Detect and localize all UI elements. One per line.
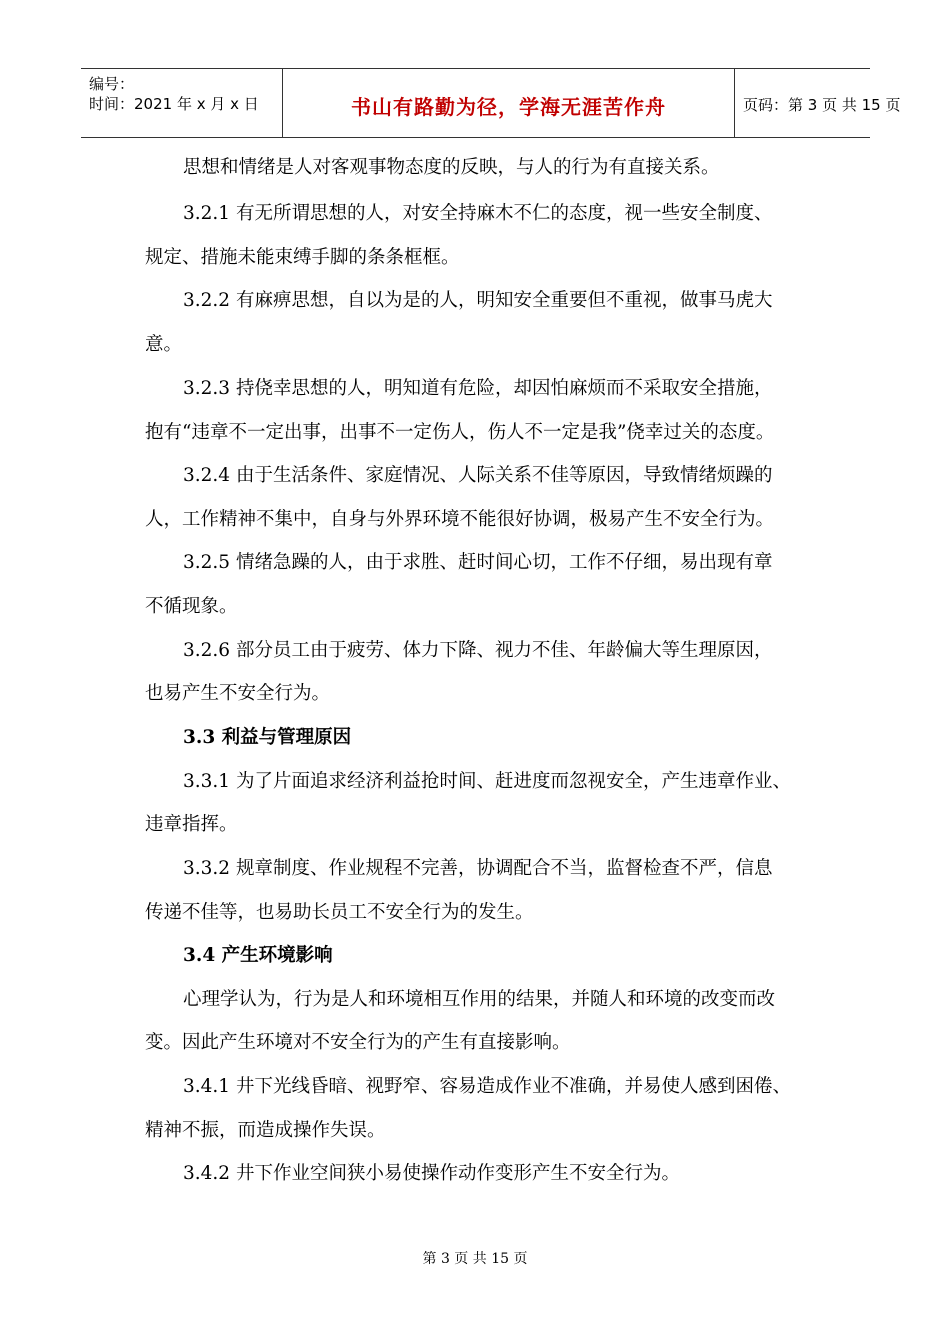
page-footer: 第 3 页 共 15 页 (422, 1251, 528, 1267)
paragraph-line: 变。因此产生环境对不安全行为的产生有直接影响。 (145, 1032, 571, 1053)
paragraph-line: 3.4.2 井下作业空间狭小易使操作动作变形产生不安全行为。 (183, 1163, 680, 1184)
header-motto-cell (283, 69, 735, 137)
paragraph-line: 违章指挥。 (145, 814, 238, 835)
paragraph-line: 3.2.5 情绪急躁的人，由于求胜、赶时间心切，工作不仔细，易出现有章 (183, 552, 773, 573)
paragraph-line: 3.2.4 由于生活条件、家庭情况、人际关系不佳等原因，导致情绪烦躁的 (183, 465, 773, 486)
header-info-cell (81, 69, 283, 137)
paragraph-line: 思想和情绪是人对客观事物态度的反映，与人的行为有直接关系。 (183, 157, 720, 178)
header-motto: 书山有路勤为径，学海无涯苦作舟 (351, 95, 666, 119)
section-heading: 3.4 产生环境影响 (183, 945, 333, 966)
paragraph-line: 3.4.1 井下光线昏暗、视野窄、容易造成作业不准确，并易使人感到困倦、 (183, 1076, 791, 1097)
paragraph-line: 规定、措施未能束缚手脚的条条框框。 (145, 247, 460, 268)
paragraph-line: 3.2.6 部分员工由于疲劳、体力下降、视力不佳、年龄偏大等生理原因， (183, 640, 773, 661)
paragraph-line: 意。 (145, 334, 183, 355)
paragraph-line: 3.2.1 有无所谓思想的人，对安全持麻木不仁的态度，视一些安全制度、 (183, 203, 773, 224)
header-page-cell (735, 69, 901, 137)
paragraph-line: 3.2.2 有麻痹思想，自以为是的人，明知安全重要但不重视，做事马虎大 (183, 290, 773, 311)
document-time-label: 时间：2021 年 x 月 x 日 (89, 95, 259, 113)
paragraph-line: 精神不振，而造成操作失误。 (145, 1120, 386, 1141)
document-number-label: 编号： (89, 75, 135, 93)
paragraph-line: 3.2.3 持侥幸思想的人，明知道有危险，却因怕麻烦而不采取安全措施， (183, 378, 773, 399)
paragraph-line: 3.3.1 为了片面追求经济利益抢时间、赶进度而忽视安全，产生违章作业、 (183, 771, 791, 792)
header-table (81, 68, 901, 138)
paragraph-line: 抱有“违章不一定出事，出事不一定伤人，伤人不一定是我”侥幸过关的态度。 (145, 422, 775, 443)
header-page-info: 页码：第 3 页 共 15 页 (743, 96, 901, 114)
paragraph-line: 心理学认为，行为是人和环境相互作用的结果，并随人和环境的改变而改 (183, 989, 776, 1010)
paragraph-line: 人，工作精神不集中，自身与外界环境不能很好协调，极易产生不安全行为。 (145, 509, 775, 530)
paragraph-line: 传递不佳等，也易助长员工不安全行为的发生。 (145, 902, 534, 923)
paragraph-line: 不循现象。 (145, 596, 238, 617)
paragraph-line: 3.3.2 规章制度、作业规程不完善，协调配合不当，监督检查不严，信息 (183, 858, 773, 879)
section-heading: 3.3 利益与管理原因 (183, 727, 352, 748)
paragraph-line: 也易产生不安全行为。 (145, 683, 331, 704)
